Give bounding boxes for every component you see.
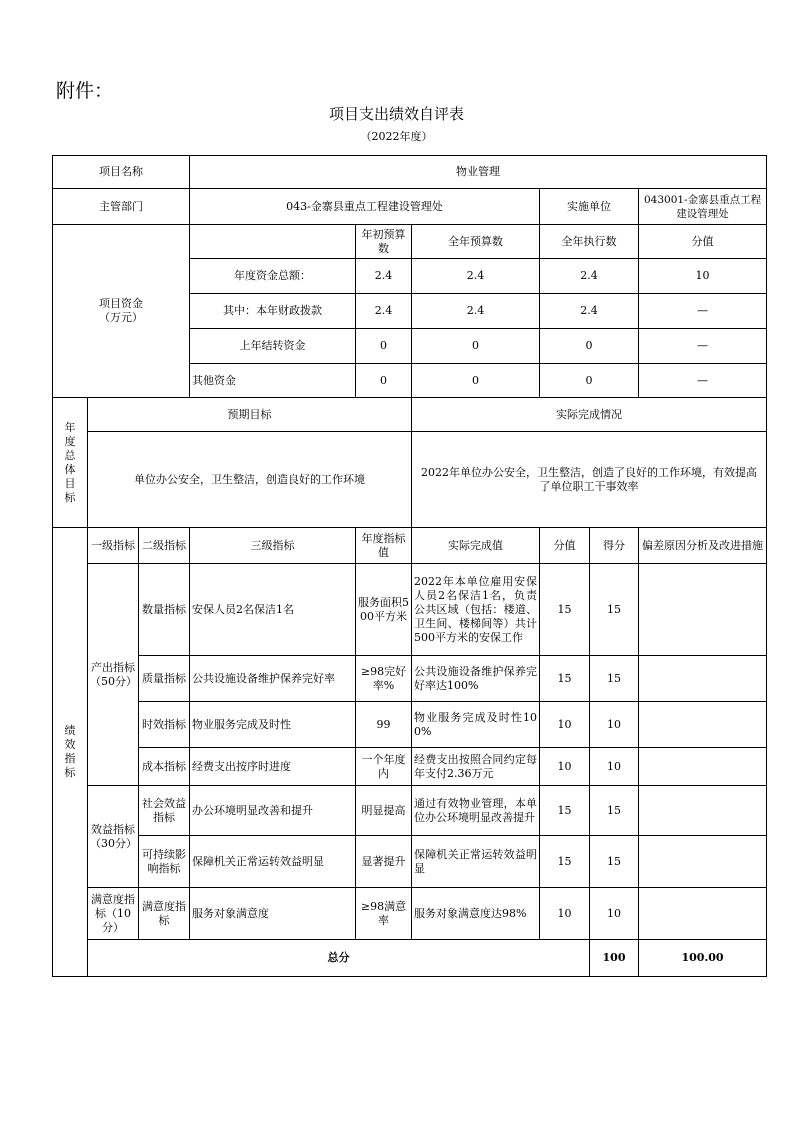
funds-row-annual: 2.4 bbox=[412, 294, 540, 329]
level2-indicator: 数量指标 bbox=[139, 564, 190, 656]
project-name-label: 项目名称 bbox=[53, 156, 190, 189]
target-value: ≥98完好率% bbox=[356, 656, 412, 702]
performance-table bbox=[52, 155, 767, 977]
indicator-header: 一级指标 bbox=[88, 528, 139, 564]
funds-header-executed: 全年执行数 bbox=[540, 225, 639, 259]
indicator-header: 三级指标 bbox=[190, 528, 356, 564]
actual-value: 公共设施设备维护保养完好率达100% bbox=[412, 656, 540, 702]
target-value: 99 bbox=[356, 702, 412, 748]
indicator-header: 实际完成值 bbox=[412, 528, 540, 564]
score-value: 10 bbox=[540, 702, 590, 748]
level3-indicator: 经费支出按序时进度 bbox=[190, 748, 356, 786]
score-value: 10 bbox=[540, 748, 590, 786]
total-score-value: 100 bbox=[590, 940, 639, 977]
funds-row-label: 上年结转资金 bbox=[190, 329, 356, 364]
annual-goal-label: 年度总体目标 bbox=[53, 398, 88, 528]
funds-label: 项目资金 （万元） bbox=[53, 225, 190, 398]
indicator-header: 年度指标值 bbox=[356, 528, 412, 564]
indicator-header: 分值 bbox=[540, 528, 590, 564]
target-value: 显著提升 bbox=[356, 836, 412, 888]
level2-indicator: 质量指标 bbox=[139, 656, 190, 702]
score-value: 15 bbox=[540, 656, 590, 702]
deviation bbox=[639, 786, 767, 836]
page-title: 项目支出绩效自评表 bbox=[328, 105, 464, 123]
score: 10 bbox=[590, 748, 639, 786]
funds-header-score-value: 分值 bbox=[639, 225, 767, 259]
score: 10 bbox=[590, 888, 639, 940]
actual-result-text: 2022年单位办公安全，卫生整洁，创造了良好的工作环境，有效提高了单位职工干事效率 bbox=[412, 432, 767, 528]
funds-row-label: 其中：本年财政拨款 bbox=[190, 294, 356, 329]
actual-value: 2022年本单位雇用安保人员2名保洁1名，负责公共区域（包括：楼道、卫生间、楼梯间等）共计500平方米的安保工作 bbox=[412, 564, 540, 656]
actual-value: 经费支出按照合同约定每年支付2.36万元 bbox=[412, 748, 540, 786]
deviation bbox=[639, 564, 767, 656]
target-value: ≥98满意率 bbox=[356, 888, 412, 940]
attachment-label: 附件： bbox=[56, 80, 114, 102]
dept-value: 043-金寨县重点工程建设管理处 bbox=[190, 189, 540, 225]
indicator-header: 二级指标 bbox=[139, 528, 190, 564]
level3-indicator: 服务对象满意度 bbox=[190, 888, 356, 940]
indicator-header: 得分 bbox=[590, 528, 639, 564]
score-value: 15 bbox=[540, 786, 590, 836]
target-value: 服务面积500平方米 bbox=[356, 564, 412, 656]
score: 10 bbox=[590, 702, 639, 748]
funds-row-executed: 0 bbox=[540, 329, 639, 364]
funds-row-initial: 2.4 bbox=[356, 294, 412, 329]
funds-row-score-value: — bbox=[639, 364, 767, 398]
level2-indicator: 满意度指标 bbox=[139, 888, 190, 940]
score-value: 15 bbox=[540, 564, 590, 656]
actual-value: 服务对象满意度达98% bbox=[412, 888, 540, 940]
funds-row-label: 年度资金总额： bbox=[190, 259, 356, 294]
level3-indicator: 办公环境明显改善和提升 bbox=[190, 786, 356, 836]
funds-row-score-value: 10 bbox=[639, 259, 767, 294]
indicator-header: 偏差原因分析及改进措施 bbox=[639, 528, 767, 564]
funds-row-executed: 2.4 bbox=[540, 294, 639, 329]
indicators-section-label: 绩效指标 bbox=[53, 528, 88, 977]
level3-indicator: 物业服务完成及时性 bbox=[190, 702, 356, 748]
level3-indicator: 公共设施设备维护保养完好率 bbox=[190, 656, 356, 702]
funds-row-annual: 2.4 bbox=[412, 259, 540, 294]
level2-indicator: 社会效益指标 bbox=[139, 786, 190, 836]
score: 15 bbox=[590, 656, 639, 702]
target-value: 明显提高 bbox=[356, 786, 412, 836]
deviation bbox=[639, 836, 767, 888]
funds-header-initial: 年初预算数 bbox=[356, 225, 412, 259]
funds-row-annual: 0 bbox=[412, 364, 540, 398]
actual-value: 物业服务完成及时性100% bbox=[412, 702, 540, 748]
funds-row-executed: 2.4 bbox=[540, 259, 639, 294]
funds-row-initial: 0 bbox=[356, 329, 412, 364]
actual-result-header: 实际完成情况 bbox=[412, 398, 767, 432]
score: 15 bbox=[590, 564, 639, 656]
level2-indicator: 时效指标 bbox=[139, 702, 190, 748]
funds-row-annual: 0 bbox=[412, 329, 540, 364]
deviation bbox=[639, 748, 767, 786]
dept-label: 主管部门 bbox=[53, 189, 190, 225]
expected-goal-text: 单位办公安全，卫生整洁，创造良好的工作环境 bbox=[88, 432, 412, 528]
level1-indicator: 效益指标（30分） bbox=[88, 786, 139, 888]
expected-goal-header: 预期目标 bbox=[88, 398, 412, 432]
funds-header-blank bbox=[190, 225, 356, 259]
level2-indicator: 可持续影响指标 bbox=[139, 836, 190, 888]
impl-unit-value: 043001-金寨县重点工程建设管理处 bbox=[639, 189, 767, 225]
project-name-value: 物业管理 bbox=[190, 156, 767, 189]
level1-indicator: 产出指标（50分） bbox=[88, 564, 139, 786]
level2-indicator: 成本指标 bbox=[139, 748, 190, 786]
funds-row-label: 其他资金 bbox=[190, 364, 356, 398]
report-year: （2022年度） bbox=[360, 130, 433, 143]
total-score: 100.00 bbox=[639, 940, 767, 977]
level3-indicator: 保障机关正常运转效益明显 bbox=[190, 836, 356, 888]
total-label: 总分 bbox=[88, 940, 590, 977]
actual-value: 通过有效物业管理，本单位办公环境明显改善提升 bbox=[412, 786, 540, 836]
impl-unit-label: 实施单位 bbox=[540, 189, 639, 225]
deviation bbox=[639, 656, 767, 702]
score-value: 10 bbox=[540, 888, 590, 940]
target-value: 一个年度内 bbox=[356, 748, 412, 786]
score: 15 bbox=[590, 786, 639, 836]
level3-indicator: 安保人员2名保洁1名 bbox=[190, 564, 356, 656]
level1-indicator: 满意度指标（10分） bbox=[88, 888, 139, 940]
funds-row-initial: 2.4 bbox=[356, 259, 412, 294]
deviation bbox=[639, 888, 767, 940]
actual-value: 保障机关正常运转效益明显 bbox=[412, 836, 540, 888]
funds-row-executed: 0 bbox=[540, 364, 639, 398]
score: 15 bbox=[590, 836, 639, 888]
funds-row-score-value: — bbox=[639, 329, 767, 364]
funds-row-initial: 0 bbox=[356, 364, 412, 398]
score-value: 15 bbox=[540, 836, 590, 888]
deviation bbox=[639, 702, 767, 748]
funds-header-annual: 全年预算数 bbox=[412, 225, 540, 259]
funds-row-score-value: — bbox=[639, 294, 767, 329]
